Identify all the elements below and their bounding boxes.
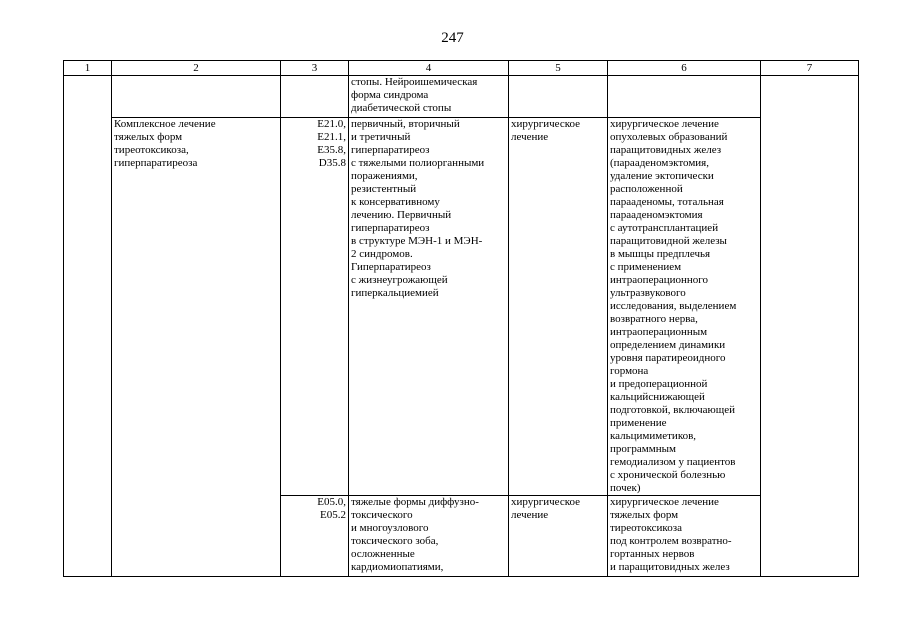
header-col-6: 6 (608, 61, 761, 76)
cell-treatment-type: хирургическое лечение (509, 496, 608, 577)
table-row (64, 118, 859, 496)
cell-model: стопы. Нейроишемическая форма синдрома диабетической стопы (349, 76, 509, 118)
cell-treatment-type (509, 76, 608, 118)
header-col-1: 1 (64, 61, 112, 76)
header-col-7: 7 (761, 61, 859, 76)
cell-name: Комплексное лечение тяжелых форм тиреотоксикоза, гиперпаратиреоза (112, 118, 281, 577)
cell-treatment-type: хирургическое лечение (509, 118, 608, 496)
cell-codes: E21.0, E21.1, E35.8, D35.8 (281, 118, 349, 496)
header-col-2: 2 (112, 61, 281, 76)
cell-model: первичный, вторичный и третичный гиперпаратиреоз с тяжелыми полиорганными поражениями, резистентный к консервативному лечению. Первичный гиперпаратиреоз в структуре МЭН-1 и МЭН- 2 синдромов. Гиперпаратиреоз с жизнеугрожающей гиперкальциемией (349, 118, 509, 496)
cell-codes (281, 76, 349, 118)
cell-name (112, 76, 281, 118)
header-col-5: 5 (509, 61, 608, 76)
cell-col-7 (761, 76, 859, 577)
page-number: 247 (441, 30, 464, 46)
medical-care-table (63, 60, 859, 577)
header-col-3: 3 (281, 61, 349, 76)
cell-codes: E05.0, E05.2 (281, 496, 349, 577)
cell-method: хирургическое лечение тяжелых форм тиреотоксикоза под контролем возвратно- гортанных нервов и паращитовидных желез (608, 496, 761, 577)
table-header-row (64, 61, 859, 76)
table-row (64, 76, 859, 118)
cell-model: тяжелые формы диффузно- токсического и многоузлового токсического зоба, осложненные кардиомиопатиями, (349, 496, 509, 577)
cell-col-1 (64, 76, 112, 577)
cell-method (608, 76, 761, 118)
cell-method: хирургическое лечение опухолевых образований паращитовидных желез (парааденомэктомия, удаление эктопически расположенной парааденомы, тотальная парааденомэктомия с аутотрансплантацией паращитовидной железы в мышцы предплечья с применением интраоперационного ультразвукового исследования, выделением возвратного нерва, интраоперационным определением динамики уровня паратиреоидного гормона и предоперационной кальцийснижающей подготовкой, включающей применение кальцимиметиков, программным гемодиализом у пациентов с хронической болезнью почек) (608, 118, 761, 496)
header-col-4: 4 (349, 61, 509, 76)
